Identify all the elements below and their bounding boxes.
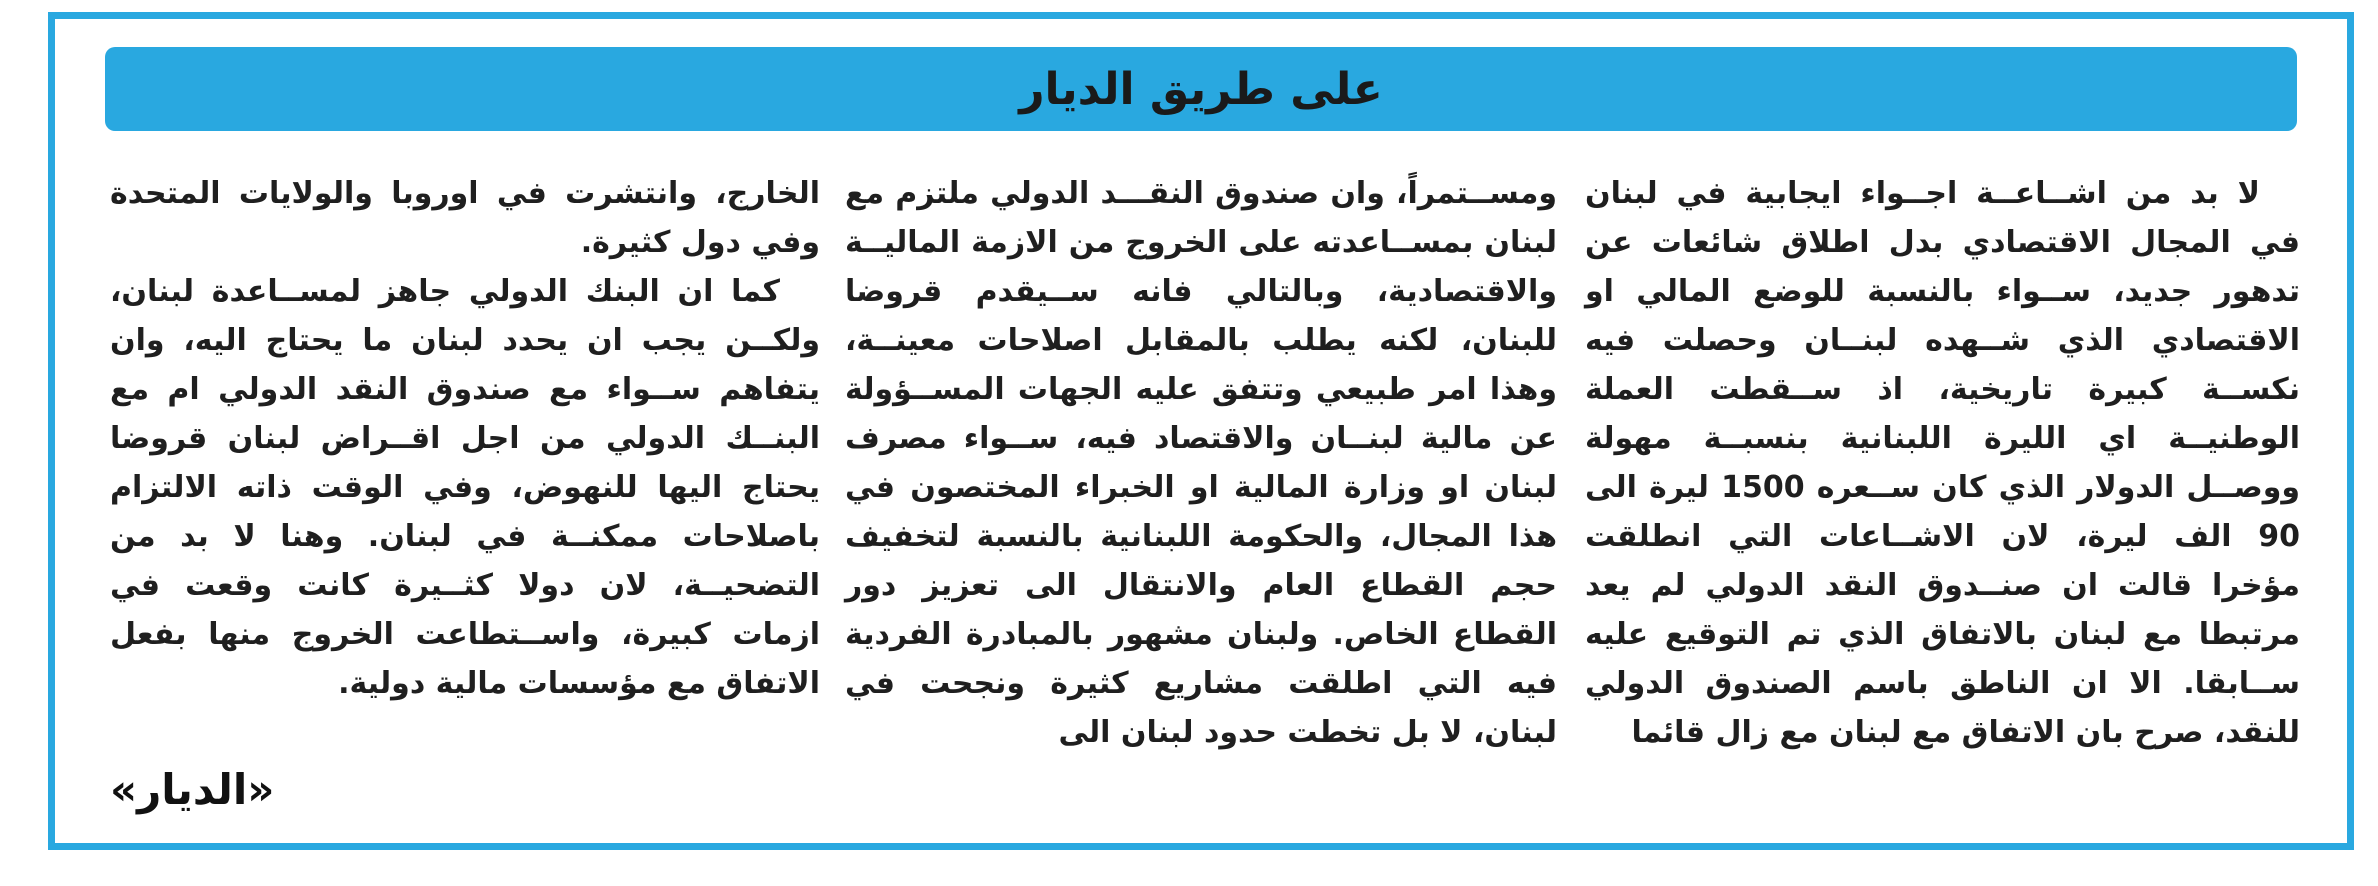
text-column-left	[110, 169, 820, 708]
paragraph-left-2: كما ان البنك الدولي جاهز لمســاعدة لبنان، ولكــن يجب ان يحدد لبنان ما يحتاج اليه، وان يتفاهم ســواء مع صندوق النقد الدولي ام مع البنــك الدولي من اجل اقــراض لبنان قروضا يحتاج اليها للنهوض، وفي الوقت ذاته الالتزام باصلاحات ممكنــة في لبنان. وهنا لا بد من التضحيــة، لان دولا كثــيرة كانت وقعت في ازمات كبيرة، واســتطاعت الخروج منها بفعل الاتفاق مع مؤسسات مالية دولية.	[110, 274, 820, 701]
paragraph-middle: ومســتمراً، وان صندوق النقـــد الدولي ملتزم مع لبنان بمســاعدته على الخروج من الازمة الماليــة والاقتصادية، وبالتالي فانه ســيقدم قروضا للبنان، لكنه يطلب بالمقابل اصلاحات معينــة، وهذا امر طبيعي وتتفق عليه الجهات المســؤولة عن مالية لبنــان والاقتصاد فيه، ســواء مصرف لبنان او وزارة المالية او الخبراء المختصون في هذا المجال، والحكومة اللبنانية بالنسبة لتخفيف حجم القطاع العام والانتقال الى تعزيز دور القطاع الخاص. ولبنان مشهور بالمبادرة الفردية فيه التي اطلقت مشاريع كثيرة ونجحت في لبنان، لا بل تخطت حدود لبنان الى	[845, 176, 1557, 750]
paragraph-left-1: الخارج، وانتشرت في اوروبا والولايات المتحدة وفي دول كثيرة.	[110, 176, 820, 260]
article-signature: «الديار»	[110, 765, 275, 814]
paragraph-right: لا بد من اشــاعــة اجــواء ايجابية في لبنان في المجال الاقتصادي بدل اطلاق شائعات عن تدهور جديد، ســواء بالنسبة للوضع المالي او الاقتصادي الذي شــهده لبنــان وحصلت فيه نكســة كبيرة تاريخية، اذ ســقطت العملة الوطنيــة اي الليرة اللبنانية بنسبــة مهولة ووصــل الدولار الذي كان ســعره 1500 ليرة الى 90 الف ليرة، لان الاشــاعات التي انطلقت مؤخرا قالت ان صنــدوق النقد الدولي لم يعد مرتبطا مع لبنان بالاتفاق الذي تم التوقيع عليه ســابقا. الا ان الناطق باسم الصندوق الدولي للنقد، صرح بان الاتفاق مع لبنان مع زال قائما	[1585, 176, 2301, 750]
article-title-bar	[105, 47, 2297, 131]
text-column-middle	[845, 169, 1557, 757]
article-title: على طريق الديار	[1019, 63, 1383, 115]
article-frame	[48, 12, 2354, 850]
text-column-right	[1585, 169, 2300, 757]
